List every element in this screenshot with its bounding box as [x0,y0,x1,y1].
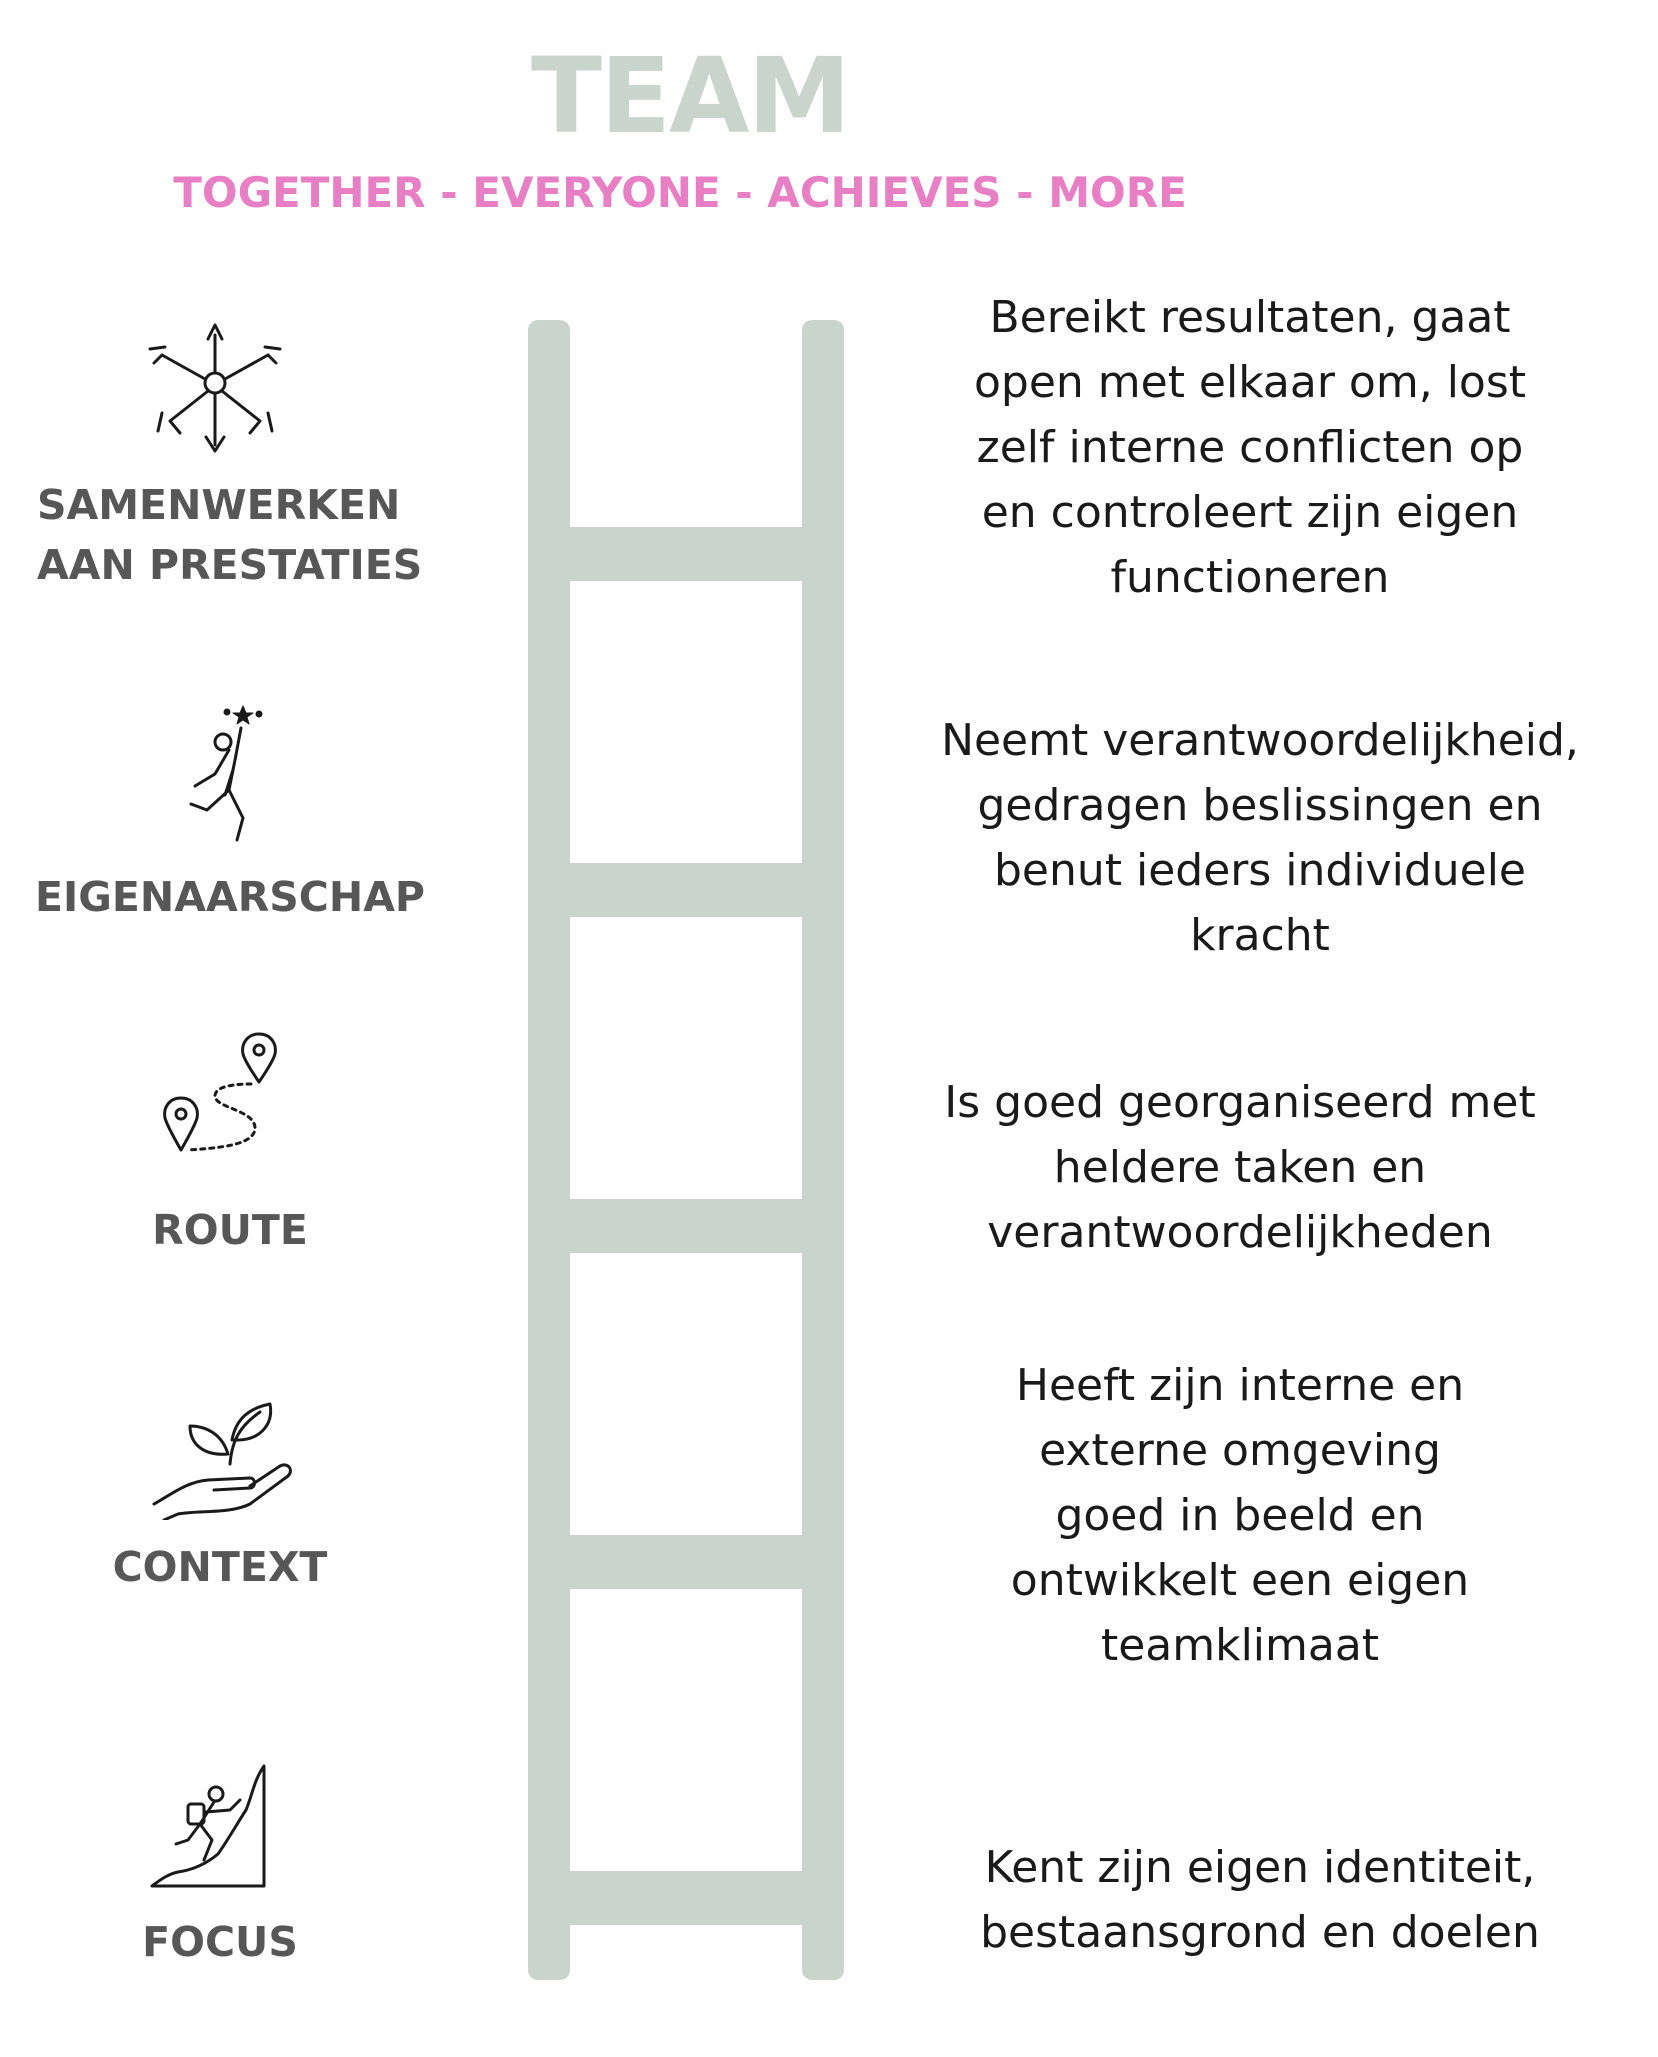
mountain-climber-icon [148,1760,268,1890]
label-line: FOCUS [142,1918,298,1966]
reaching-for-stars-icon [185,700,275,850]
level-description-samenwerken [880,285,1620,610]
description-line: Kent zijn eigen identiteit, [984,1842,1536,1893]
level-label-eigenaarschap [20,867,440,927]
label-line: EIGENAARSCHAP [35,873,425,921]
plant-in-hand-icon [150,1400,300,1520]
label-line: SAMENWERKEN [37,481,401,529]
ladder-rung [560,1535,812,1589]
description-line: kracht [1190,910,1330,961]
description-line: Bereikt resultaten, gaat [989,292,1511,343]
description-line: open met elkaar om, lost [973,357,1527,408]
description-line: zelf interne conflicten op [976,422,1524,473]
level-description-eigenaarschap [890,708,1630,968]
route-map-pins-icon [155,1030,285,1160]
level-label-focus [10,1912,430,1972]
level-description-route [870,1070,1610,1265]
description-line: functioneren [1110,552,1390,603]
level-description-focus [890,1835,1630,1965]
description-line: externe omgeving [1039,1425,1441,1476]
description-line: gedragen beslissingen en [977,780,1543,831]
description-line: goed in beeld en [1055,1490,1425,1541]
joined-hands-icon [140,315,290,455]
description-line: ontwikkelt een eigen [1010,1555,1470,1606]
ladder-rung [560,1871,812,1925]
level-label-context [10,1537,430,1597]
description-line: teamklimaat [1100,1620,1380,1671]
description-line: verantwoordelijkheden [987,1207,1493,1258]
tagline: TOGETHER - EVERYONE - ACHIEVES - MORE [173,168,1187,217]
description-line: Neemt verantwoordelijkheid, [941,715,1579,766]
page-title: TEAM [531,35,849,157]
ladder-rung [560,527,812,581]
label-line: AAN PRESTATIES [37,541,423,589]
level-label-samenwerken [37,475,457,595]
description-line: benut ieders individuele [993,845,1527,896]
description-line: bestaansgrond en doelen [980,1907,1540,1958]
description-line: Heeft zijn interne en [1015,1360,1465,1411]
ladder-rung [560,863,812,917]
description-line: Is goed georganiseerd met [944,1077,1536,1128]
description-line: heldere taken en [1053,1142,1427,1193]
label-line: ROUTE [152,1206,308,1254]
label-line: CONTEXT [112,1543,328,1591]
description-line: en controleert zijn eigen [981,487,1519,538]
ladder-rung [560,1199,812,1253]
level-label-route [20,1200,440,1260]
level-description-context [870,1353,1610,1678]
